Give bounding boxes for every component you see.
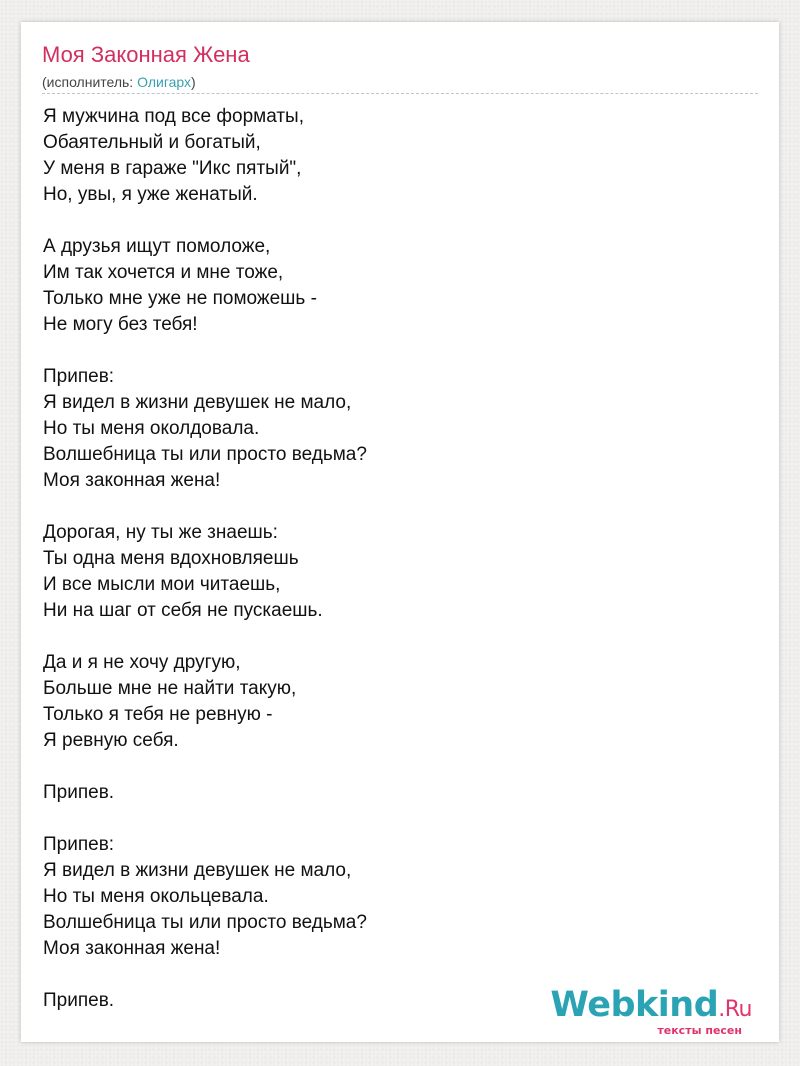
artist-line — [42, 73, 196, 91]
lyric-line — [43, 494, 743, 520]
logo-suffix: .Ru — [718, 997, 752, 1022]
lyric-line: Волшебница ты или просто ведьма? — [43, 444, 367, 465]
lyrics-card — [21, 22, 779, 1042]
song-title: Моя Законная Жена — [42, 42, 250, 67]
lyric-line: А друзья ищут помоложе, — [43, 236, 271, 257]
lyric-line: Припев. — [43, 782, 115, 803]
lyric-line — [43, 624, 743, 650]
lyric-line: Только я тебя не ревную - — [43, 704, 273, 725]
lyric-line: Волшебница ты или просто ведьма? — [43, 912, 367, 933]
lyric-line: Припев: — [43, 834, 115, 855]
logo-tagline: тексты песен — [657, 1024, 742, 1037]
lyric-line: Только мне уже не поможешь - — [43, 288, 317, 309]
lyric-line: Припев. — [43, 990, 115, 1011]
lyric-line: Моя законная жена! — [43, 938, 221, 959]
lyric-line: Я мужчина под все форматы, — [43, 106, 304, 127]
title-divider — [42, 93, 758, 94]
lyric-line: И все мысли мои читаешь, — [43, 574, 281, 595]
lyric-line: Дорогая, ну ты же знаешь: — [43, 522, 278, 543]
lyric-line — [43, 806, 743, 832]
lyric-line: У меня в гараже "Икс пятый", — [43, 158, 302, 179]
artist-prefix: (исполнитель: — [42, 74, 138, 90]
lyric-line: Моя законная жена! — [43, 470, 221, 491]
artist-suffix: ) — [191, 74, 196, 90]
lyric-line: Но, увы, я уже женатый. — [43, 184, 258, 205]
lyric-line — [43, 754, 743, 780]
lyric-line: Больше мне не найти такую, — [43, 678, 297, 699]
lyric-line: Обаятельный и богатый, — [43, 132, 261, 153]
lyric-line: Но ты меня окольцевала. — [43, 886, 269, 907]
lyric-line — [43, 208, 743, 234]
lyric-line — [43, 338, 743, 364]
logo-name: Webkind — [550, 985, 719, 1025]
lyric-line: Но ты меня околдовала. — [43, 418, 260, 439]
lyric-line: Да и я не хочу другую, — [43, 652, 241, 673]
lyric-line: Ни на шаг от себя не пускаешь. — [43, 600, 323, 621]
artist-link[interactable]: Олигарх — [137, 74, 192, 90]
lyric-line: Им так хочется и мне тоже, — [43, 262, 284, 283]
lyric-line: Не могу без тебя! — [43, 314, 198, 335]
lyric-line: Ты одна меня вдохновляешь — [43, 548, 299, 569]
lyric-line: Я ревную себя. — [43, 730, 179, 751]
lyric-line: Припев: — [43, 366, 115, 387]
webkind-logo[interactable] — [550, 987, 752, 1036]
lyric-line: Я видел в жизни девушек не мало, — [43, 392, 352, 413]
lyric-line: Я видел в жизни девушек не мало, — [43, 860, 352, 881]
lyrics-text — [43, 104, 743, 1014]
